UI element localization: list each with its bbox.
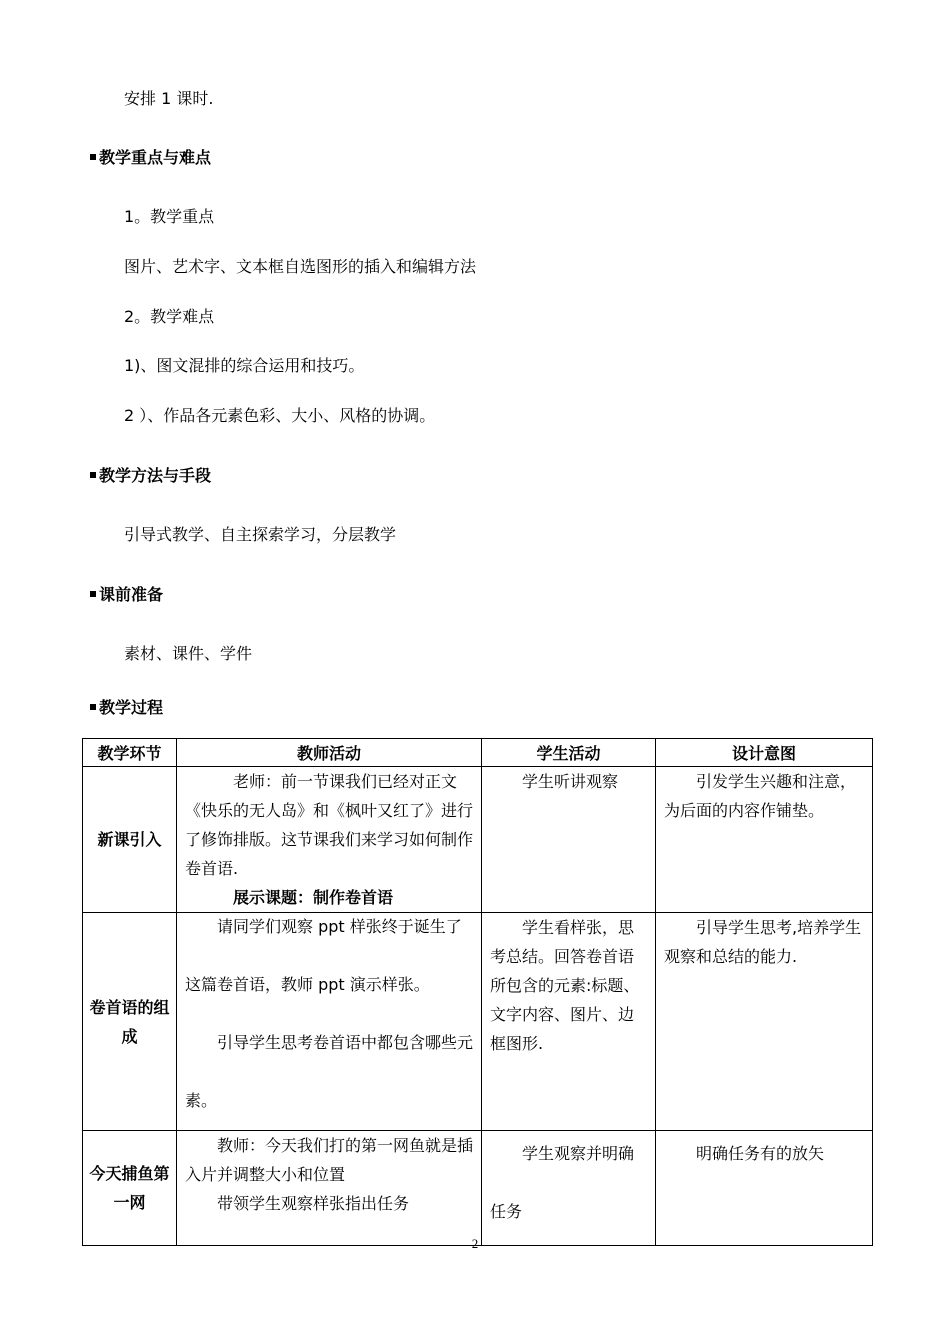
section-heading-prep <box>90 584 163 606</box>
section-heading-method <box>90 465 211 487</box>
student-activity-text: 学生听讲观察 <box>522 772 619 791</box>
table-row <box>83 913 873 1131</box>
student-activity-text: 学生看样张，思考总结。回答卷首语所包含的元素:标题、文字内容、图片、边框图形. <box>490 918 640 1053</box>
column-header: 教学环节 <box>83 739 177 767</box>
schedule-text: 安排 1 课时. <box>124 89 214 108</box>
bullet-icon <box>90 154 96 160</box>
bullet-icon <box>90 472 96 478</box>
design-intent-cell <box>656 767 873 913</box>
teacher-activity-text: 请同学们观察 ppt 样张终于诞生了这篇卷首语，教师 ppt 演示样张。 <box>185 917 462 994</box>
student-activity-text: 学生观察并明确任务 <box>490 1144 635 1221</box>
design-intent-cell <box>656 913 873 1131</box>
difficulty-item-1: 1)、图文混排的综合运用和技巧。 <box>124 356 365 375</box>
teacher-activity-text: 老师：前一节课我们已经对正文《快乐的无人岛》和《枫叶又红了》进行了修饰排版。这节课我们来学习如何制作卷首语. <box>185 772 474 878</box>
teacher-activity-cell <box>177 767 482 913</box>
prep-text: 素材、课件、学件 <box>124 644 253 663</box>
teacher-activity-text: 引导学生思考卷首语中都包含哪些元素。 <box>185 1033 474 1110</box>
difficulty-item-2: 2 ）、作品各元素色彩、大小、风格的协调。 <box>124 406 436 425</box>
design-intent-text: 明确任务有的放矢 <box>696 1144 825 1163</box>
bullet-icon <box>90 591 96 597</box>
column-header: 学生活动 <box>482 739 656 767</box>
stage-cell: 新课引入 <box>83 767 177 913</box>
key-point-title: 1。教学重点 <box>124 207 215 226</box>
section-heading-label: 教学方法与手段 <box>99 466 212 485</box>
difficulty-title: 2。教学难点 <box>124 307 215 326</box>
student-activity-cell <box>482 913 656 1131</box>
teacher-activity-text: 带领学生观察样张指出任务 <box>217 1194 410 1213</box>
design-intent-text: 引发学生兴趣和注意，为后面的内容作铺垫。 <box>664 772 857 820</box>
column-header: 教师活动 <box>177 739 482 767</box>
stage-cell: 今天捕鱼第一网 <box>83 1131 177 1246</box>
method-text: 引导式教学、自主探索学习，分层教学 <box>124 525 397 544</box>
section-heading-label: 教学重点与难点 <box>99 148 212 167</box>
design-intent-text: 引导学生思考,培养学生观察和总结的能力. <box>664 918 862 966</box>
teacher-activity-cell <box>177 913 482 1131</box>
section-heading-process <box>90 697 163 719</box>
table-row <box>83 767 873 913</box>
bullet-icon <box>90 704 96 710</box>
student-activity-cell <box>482 767 656 913</box>
page-number: 2 <box>471 1236 479 1251</box>
teacher-activity-text: 展示课题：制作卷首语 <box>233 888 394 907</box>
teaching-process-table <box>82 738 873 1246</box>
table-header-row <box>83 739 873 767</box>
teacher-activity-cell <box>177 1131 482 1246</box>
teacher-activity-text: 教师：今天我们打的第一网鱼就是插入片并调整大小和位置 <box>185 1136 474 1184</box>
column-header: 设计意图 <box>656 739 873 767</box>
design-intent-cell <box>656 1131 873 1246</box>
table-row <box>83 1131 873 1246</box>
section-heading-label: 课前准备 <box>99 585 164 604</box>
section-heading-focus <box>90 147 211 169</box>
section-heading-label: 教学过程 <box>99 698 164 717</box>
stage-cell: 卷首语的组成 <box>83 913 177 1131</box>
student-activity-cell <box>482 1131 656 1246</box>
key-point-text: 图片、艺术字、文本框自选图形的插入和编辑方法 <box>124 257 477 276</box>
